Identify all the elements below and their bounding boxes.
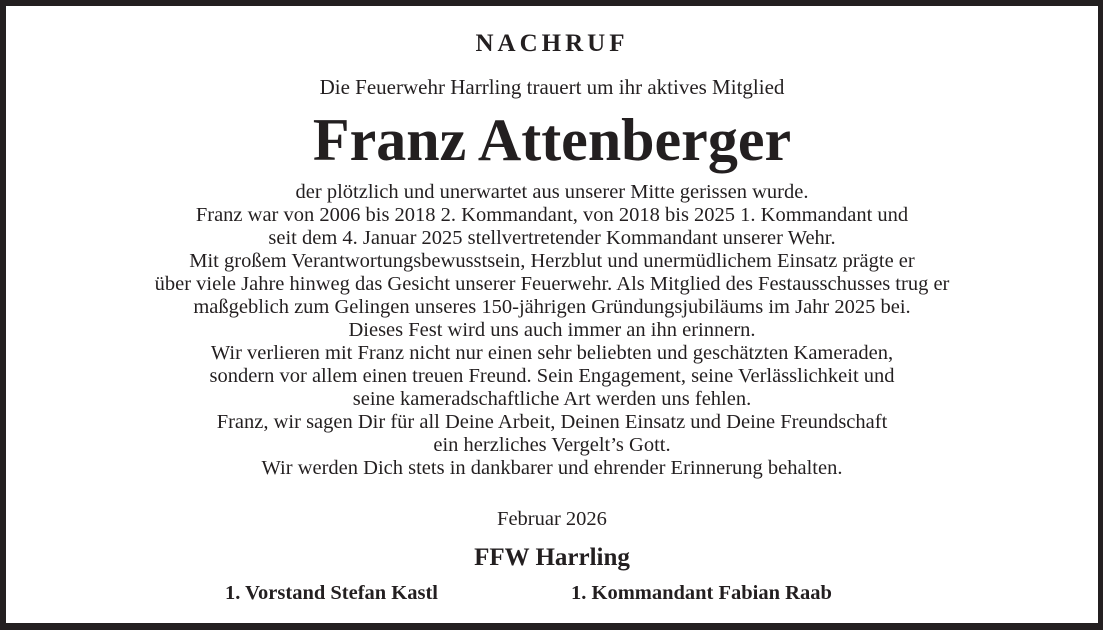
body-line: seine kameradschaftliche Art werden uns fehlen.: [352, 388, 752, 410]
body-line: maßgeblich zum Gelingen unseres 150-jährigen Gründungsjubiläums im Jahr 2025 bei.: [193, 296, 911, 318]
body-line: ein herzliches Vergelt’s Gott.: [433, 434, 671, 456]
body-line: Dieses Fest wird uns auch immer an ihn erinnern.: [348, 319, 756, 341]
body-line: sondern vor allem einen treuen Freund. Sein Engagement, seine Verlässlichkeit und: [209, 365, 895, 387]
deceased-name: Franz Attenberger: [312, 107, 792, 173]
body-line: Wir verlieren mit Franz nicht nur einen sehr beliebten und geschätzten Kameraden,: [210, 342, 894, 364]
organization-name: FFW Harrling: [474, 544, 630, 571]
date-line: Februar 2026: [497, 508, 607, 530]
body-line: über viele Jahre hinweg das Gesicht unserer Feuerwehr. Als Mitglied des Festausschusses trug er: [154, 273, 950, 295]
body-line: Franz, wir sagen Dir für all Deine Arbeit, Deinen Einsatz und Deine Freundschaft: [216, 411, 888, 433]
body-line: der plötzlich und unerwartet aus unserer Mitte gerissen wurde.: [295, 181, 809, 203]
body-line: seit dem 4. Januar 2025 stellvertretender Kommandant unserer Wehr.: [268, 227, 836, 249]
obituary-heading: NACHRUF: [475, 30, 629, 57]
body-line: Franz war von 2006 bis 2018 2. Kommandant, von 2018 bis 2025 1. Kommandant und: [195, 204, 909, 226]
body-line: Mit großem Verantwortungsbewusstsein, Herzblut und unermüdlichem Einsatz prägte er: [189, 250, 915, 272]
obituary-content: [6, 6, 1098, 623]
intro-text: Die Feuerwehr Harrling trauert um ihr aktives Mitglied: [319, 75, 785, 99]
body-line: Wir werden Dich stets in dankbarer und ehrender Erinnerung behalten.: [261, 457, 843, 479]
signer-chairman: 1. Vorstand Stefan Kastl: [225, 582, 439, 604]
signer-commander: 1. Kommandant Fabian Raab: [571, 582, 832, 604]
